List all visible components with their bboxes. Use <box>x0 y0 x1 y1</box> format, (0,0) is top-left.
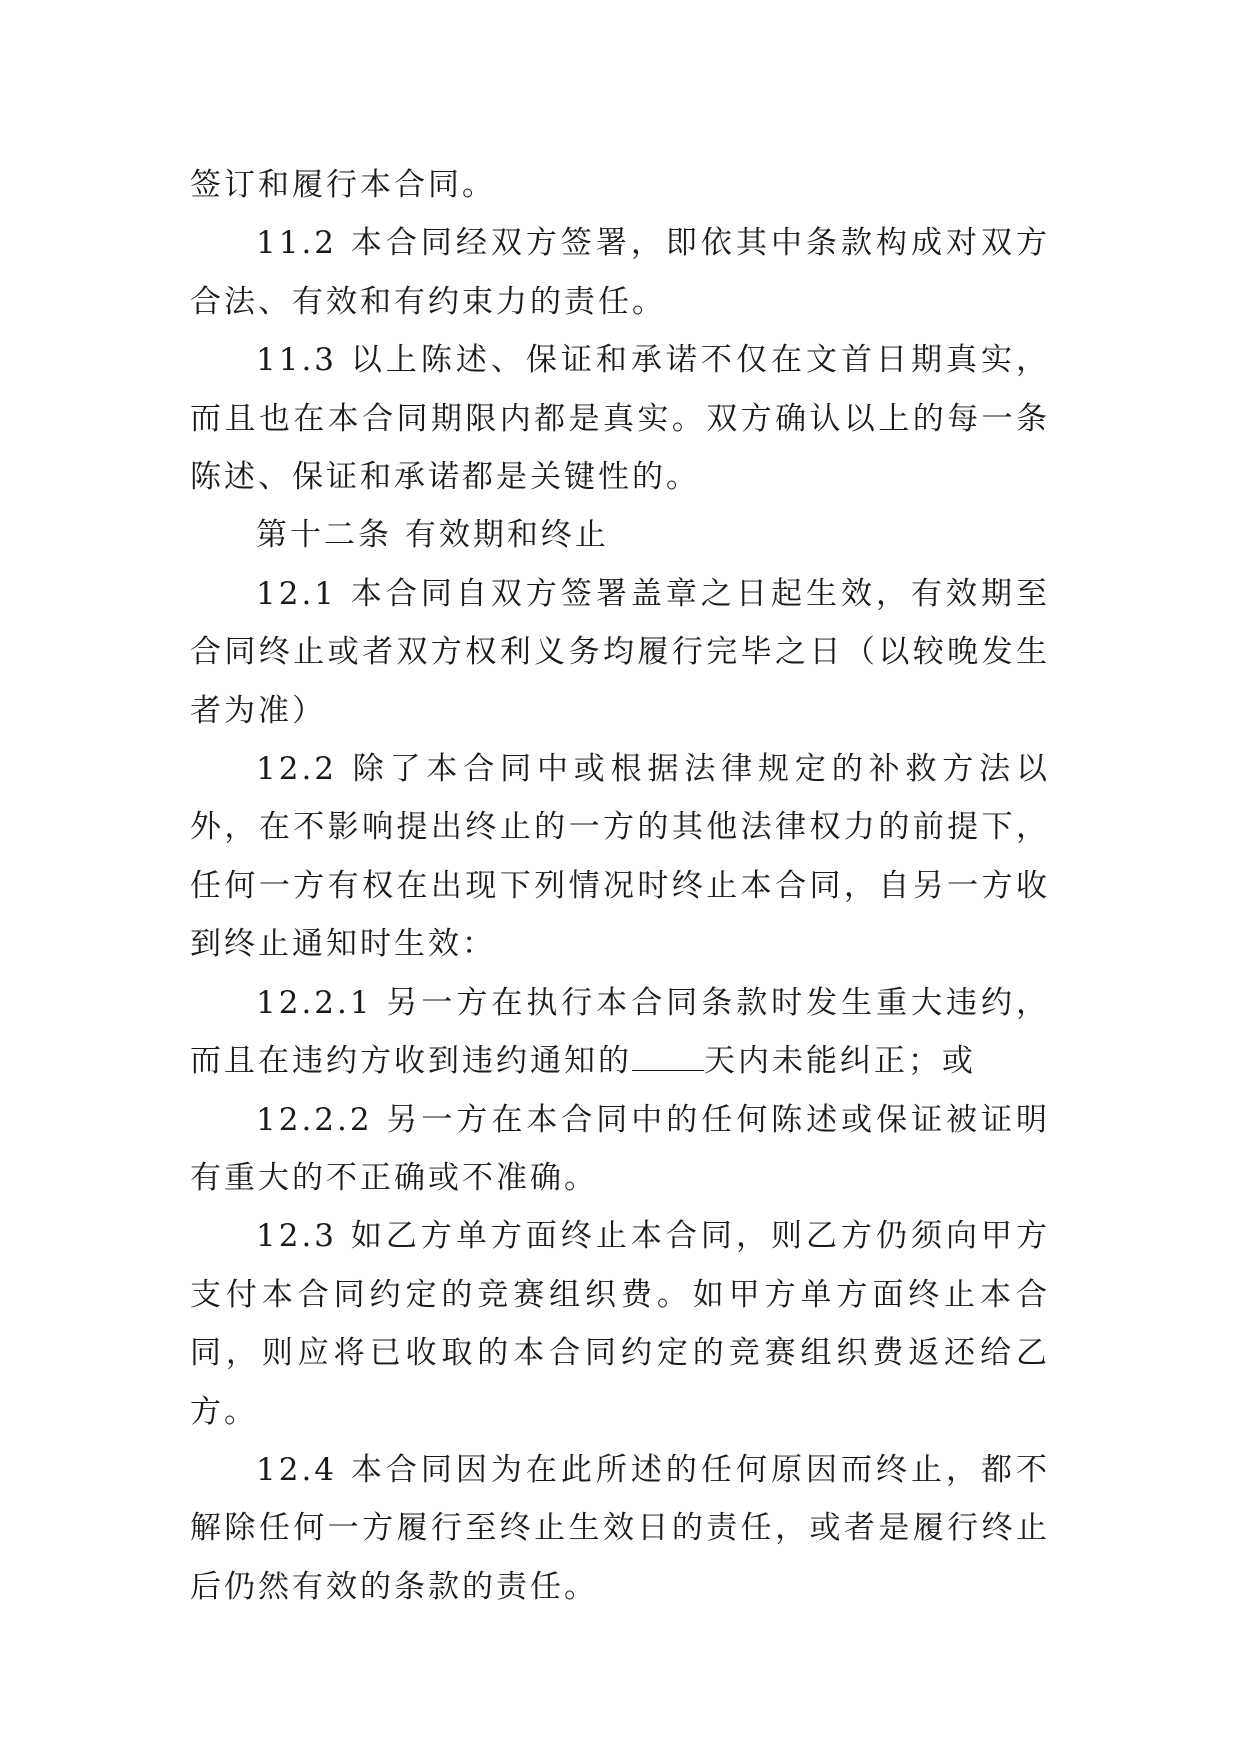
clause-12-2-1-text-after: 天内未能纠正；或 <box>704 1043 976 1080</box>
paragraph-continuation: 签订和履行本合同。 <box>190 167 496 203</box>
clause-12-2-1-text-before: 12.2.1 另一方在执行本合同条款时发生重大违约，而且在违约方收到违约通知的 <box>190 984 1050 1080</box>
clause-11-2: 11.2 本合同经双方签署，即依其中条款构成对双方合法、有效和有约束力的责任。 <box>190 225 1050 320</box>
article-12-heading: 第十二条 有效期和终止 <box>256 517 609 554</box>
clause-12-3: 12.3 如乙方单方面终止本合同，则乙方仍须向甲方支付本合同约定的竞赛组织费。如甲方单方面终止本合同，则应将已收取的本合同约定的竞赛组织费返还给乙方。 <box>190 1218 1050 1430</box>
clause-12-4: 12.4 本合同因为在此所述的任何原因而终止，都不解除任何一方履行至终止生效日的责任，或者是履行终止后仍然有效的条款的责任。 <box>190 1451 1050 1605</box>
clause-12-2-2: 12.2.2 另一方在本合同中的任何陈述或保证被证明有重大的不正确或不准确。 <box>190 1101 1050 1196</box>
clause-12-2: 12.2 除了本合同中或根据法律规定的补救方法以外，在不影响提出终止的一方的其他法律权力的前提下，任何一方有权在出现下列情况时终止本合同，自另一方收到终止通知时生效： <box>190 751 1050 963</box>
clause-11-3: 11.3 以上陈述、保证和承诺不仅在文首日期真实，而且也在本合同期限内都是真实。双方确认以上的每一条陈述、保证和承诺都是关键性的。 <box>190 342 1050 496</box>
clause-12-2-1 <box>190 974 1050 1091</box>
days-blank-field <box>632 1044 704 1071</box>
clause-12-1: 12.1 本合同自双方签署盖章之日起生效，有效期至合同终止或者双方权利义务均履行完毕之日（以较晚发生者为准） <box>190 575 1050 729</box>
document-body <box>190 156 1050 1616</box>
